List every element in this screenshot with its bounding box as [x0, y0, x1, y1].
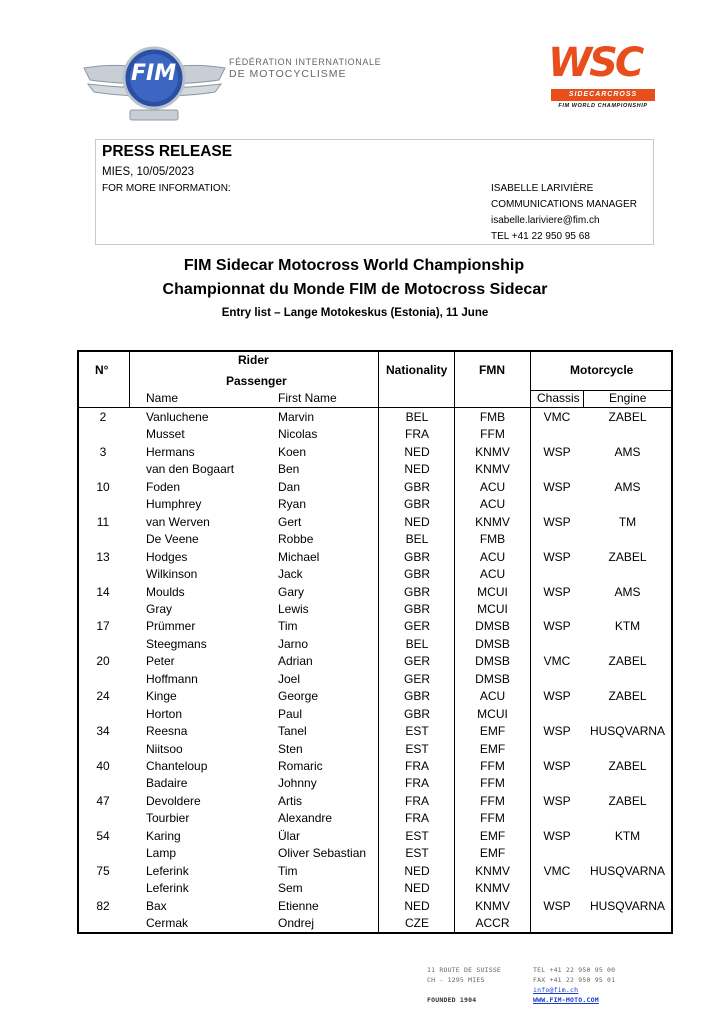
cell-engine: ZABEL	[608, 410, 647, 424]
cell-chassis: WSP	[543, 759, 571, 773]
wsc-logo-letters: WSC	[548, 40, 642, 86]
cell-fmn: KNMV	[475, 881, 510, 896]
cell-nationality: GBR	[403, 584, 430, 599]
cell-last-name: Moulds	[146, 584, 185, 599]
cell-fmn: ACU	[479, 497, 506, 512]
cell-chassis: WSP	[543, 549, 571, 564]
cell-first-name: Artis	[278, 793, 302, 808]
cell-fmn: FFM	[480, 759, 505, 773]
cell-chassis: WSP	[543, 479, 571, 494]
cell-engine: ZABEL	[608, 549, 647, 564]
cell-fmn: DMSB	[475, 636, 510, 651]
press-release-date: MIES, 10/05/2023	[102, 166, 195, 178]
fim-logo-text: FIM	[131, 61, 177, 86]
cell-chassis: WSP	[543, 689, 571, 704]
cell-entry-number: 75	[96, 863, 110, 878]
contact-tel: TEL +41 22 950 95 68	[491, 231, 590, 242]
cell-first-name: Adrian	[278, 654, 313, 669]
cell-last-name: Chanteloup	[146, 759, 208, 773]
wsc-logo-subtitle: FIM WORLD CHAMPIONSHIP	[558, 103, 648, 109]
cell-nationality: NED	[404, 898, 430, 913]
footer-email-link[interactable]: info@fim.ch	[533, 986, 579, 994]
cell-fmn: KNMV	[475, 444, 510, 459]
cell-nationality: GER	[403, 654, 430, 669]
cell-nationality: EST	[405, 828, 429, 843]
cell-entry-number: 82	[96, 898, 110, 913]
footer-fax: FAX +41 22 950 95 01	[533, 976, 616, 984]
federation-name	[229, 56, 381, 80]
cell-nationality: NED	[404, 444, 430, 459]
cell-nationality: EST	[405, 741, 429, 756]
cell-chassis: WSP	[543, 444, 571, 459]
cell-chassis: WSP	[543, 724, 571, 739]
header-motorcycle: Motorcycle	[570, 363, 634, 377]
cell-nationality: BEL	[405, 532, 429, 547]
cell-first-name: Ben	[278, 462, 300, 477]
header-name: Name	[146, 391, 179, 405]
cell-last-name: Humphrey	[146, 497, 202, 512]
cell-fmn: FMB	[479, 410, 506, 424]
cell-nationality: BEL	[405, 636, 429, 651]
cell-first-name: Etienne	[278, 898, 319, 913]
cell-entry-number: 47	[96, 793, 110, 808]
cell-first-name: Sten	[278, 741, 303, 756]
cell-last-name: Hodges	[146, 549, 188, 564]
cell-entry-number: 2	[99, 410, 107, 424]
cell-first-name: Ondrej	[278, 916, 315, 931]
cell-chassis: WSP	[543, 793, 571, 808]
cell-fmn: FFM	[480, 793, 505, 808]
cell-entry-number: 34	[96, 724, 110, 739]
cell-fmn: FMB	[479, 532, 506, 547]
header-nationality: Nationality	[386, 363, 448, 377]
cell-last-name: Bax	[146, 898, 167, 913]
table-divider	[129, 350, 130, 407]
cell-entry-number: 24	[96, 689, 110, 704]
cell-first-name: Ryan	[278, 497, 307, 512]
cell-last-name: van den Bogaart	[146, 462, 235, 477]
press-release-title: PRESS RELEASE	[102, 143, 233, 160]
cell-fmn: FFM	[480, 776, 505, 791]
cell-entry-number: 11	[96, 514, 110, 529]
cell-last-name: Steegmans	[146, 636, 207, 651]
cell-nationality: GBR	[403, 601, 430, 616]
cell-first-name: George	[278, 689, 319, 704]
federation-line1: FÉDÉRATION INTERNATIONALE	[229, 57, 382, 67]
title-english: FIM Sidecar Motocross World Championship	[183, 257, 525, 274]
cell-first-name: Jarno	[278, 636, 309, 651]
cell-chassis: WSP	[543, 584, 571, 599]
cell-entry-number: 10	[96, 479, 110, 494]
cell-fmn: KNMV	[475, 863, 510, 878]
cell-last-name: Peter	[146, 654, 175, 669]
cell-first-name: Jack	[278, 567, 303, 582]
cell-engine: ZABEL	[608, 793, 647, 808]
cell-last-name: Cermak	[146, 916, 189, 931]
table-divider	[583, 390, 584, 407]
cell-first-name: Joel	[278, 671, 301, 686]
footer-address	[427, 965, 501, 1005]
cell-fmn: EMF	[479, 828, 506, 843]
cell-fmn: FFM	[480, 427, 505, 442]
cell-nationality: GBR	[403, 689, 430, 704]
cell-engine: HUSQVARNA	[589, 724, 666, 739]
header-chassis: Chassis	[537, 391, 580, 405]
cell-last-name: De Veene	[146, 532, 199, 547]
cell-last-name: Kinge	[146, 689, 177, 704]
cell-nationality: GBR	[403, 479, 430, 494]
cell-nationality: CZE	[405, 916, 429, 931]
cell-entry-number: 13	[96, 549, 110, 564]
cell-nationality: NED	[404, 863, 430, 878]
cell-last-name: Reesna	[146, 724, 188, 739]
cell-nationality: GER	[403, 619, 430, 634]
cell-engine: KTM	[614, 828, 641, 843]
cell-last-name: Gray	[146, 601, 173, 616]
cell-last-name: Tourbier	[146, 811, 190, 826]
cell-last-name: Horton	[146, 706, 183, 721]
cell-last-name: Karing	[146, 828, 181, 843]
cell-nationality: NED	[404, 881, 430, 896]
cell-nationality: NED	[404, 462, 430, 477]
cell-nationality: EST	[405, 724, 429, 739]
cell-entry-number: 20	[96, 654, 110, 669]
cell-engine: AMS	[614, 444, 641, 459]
cell-engine: ZABEL	[608, 759, 647, 773]
header-rider: Rider	[238, 353, 269, 367]
cell-entry-number: 40	[96, 759, 110, 773]
cell-last-name: Hermans	[146, 444, 195, 459]
cell-nationality: GBR	[403, 706, 430, 721]
cell-entry-number: 3	[99, 444, 107, 459]
header-passenger: Passenger	[226, 374, 287, 388]
cell-engine: ZABEL	[608, 689, 647, 704]
footer-address-line1: 11 ROUTE DE SUISSE	[427, 966, 502, 974]
title-french: Championnat du Monde FIM de Motocross Sidecar	[162, 281, 548, 298]
federation-line2: DE MOTOCYCLISME	[229, 68, 347, 80]
cell-fmn: DMSB	[475, 619, 510, 634]
cell-first-name: Johnny	[278, 776, 317, 791]
contact-email[interactable]: isabelle.lariviere@fim.ch	[491, 215, 600, 226]
cell-nationality: BEL	[405, 410, 429, 424]
cell-fmn: DMSB	[475, 671, 510, 686]
cell-engine: TM	[618, 514, 637, 529]
header-fmn: FMN	[479, 363, 505, 377]
cell-first-name: Tim	[278, 619, 298, 634]
cell-chassis: VMC	[543, 863, 571, 878]
more-information-label: FOR MORE INFORMATION:	[102, 183, 231, 194]
cell-nationality: GBR	[403, 567, 430, 582]
cell-fmn: FFM	[480, 811, 505, 826]
cell-first-name: Paul	[278, 706, 303, 721]
cell-last-name: Leferink	[146, 863, 189, 878]
cell-chassis: WSP	[543, 828, 571, 843]
cell-first-name: Ülar	[278, 828, 301, 843]
cell-fmn: ACCR	[475, 916, 510, 931]
cell-first-name: Tim	[278, 863, 298, 878]
cell-first-name: Robbe	[278, 532, 314, 547]
cell-fmn: KNMV	[475, 462, 510, 477]
cell-nationality: FRA	[405, 811, 429, 826]
cell-fmn: KNMV	[475, 514, 510, 529]
table-header-divider	[77, 407, 673, 408]
cell-last-name: Badaire	[146, 776, 188, 791]
cell-last-name: Musset	[146, 427, 185, 442]
cell-nationality: FRA	[405, 776, 429, 791]
cell-last-name: van Werven	[146, 514, 210, 529]
cell-fmn: EMF	[479, 741, 506, 756]
cell-engine: AMS	[614, 479, 641, 494]
cell-nationality: GBR	[403, 497, 430, 512]
cell-entry-number: 14	[96, 584, 110, 599]
wsc-logo-band: SIDECARCROSS	[551, 89, 655, 101]
cell-nationality: NED	[404, 514, 430, 529]
cell-first-name: Marvin	[278, 410, 315, 424]
cell-first-name: Gert	[278, 514, 302, 529]
cell-first-name: Koen	[278, 444, 307, 459]
header-number: N°	[95, 363, 109, 377]
cell-last-name: Wilkinson	[146, 567, 198, 582]
footer-address-line2: CH - 1295 MIES	[427, 976, 485, 984]
cell-first-name: Tanel	[278, 724, 307, 739]
cell-chassis: VMC	[543, 410, 571, 424]
cell-fmn: ACU	[479, 549, 506, 564]
cell-fmn: MCUI	[477, 706, 508, 721]
cell-engine: AMS	[614, 584, 641, 599]
cell-engine: KTM	[614, 619, 641, 634]
cell-nationality: FRA	[405, 427, 429, 442]
cell-first-name: Alexandre	[278, 811, 333, 826]
cell-first-name: Michael	[278, 549, 320, 564]
cell-last-name: Niitsoo	[146, 741, 183, 756]
cell-entry-number: 54	[96, 828, 110, 843]
cell-fmn: ACU	[479, 479, 506, 494]
cell-engine: ZABEL	[608, 654, 647, 669]
cell-chassis: WSP	[543, 514, 571, 529]
cell-engine: HUSQVARNA	[589, 863, 666, 878]
table-divider	[530, 350, 531, 934]
footer-tel: TEL +41 22 950 95 00	[533, 966, 616, 974]
cell-fmn: KNMV	[475, 898, 510, 913]
cell-nationality: GER	[403, 671, 430, 686]
cell-nationality: FRA	[405, 759, 429, 773]
cell-fmn: MCUI	[477, 601, 508, 616]
cell-fmn: ACU	[479, 689, 506, 704]
cell-last-name: Prümmer	[146, 619, 196, 634]
cell-first-name: Lewis	[278, 601, 309, 616]
header-first-name: First Name	[278, 391, 337, 405]
cell-last-name: Devoldere	[146, 793, 201, 808]
cell-nationality: FRA	[405, 793, 429, 808]
entry-list-title: Entry list – Lange Motokeskus (Estonia), 11 June	[221, 307, 489, 319]
cell-nationality: EST	[405, 846, 429, 861]
contact-role: COMMUNICATIONS MANAGER	[491, 199, 637, 210]
cell-last-name: Leferink	[146, 881, 189, 896]
cell-entry-number: 17	[96, 619, 110, 634]
footer-web-link[interactable]: WWW.FIM-MOTO.COM	[533, 996, 599, 1004]
header-engine: Engine	[609, 391, 647, 405]
cell-last-name: Foden	[146, 479, 181, 494]
cell-fmn: DMSB	[475, 654, 510, 669]
cell-chassis: WSP	[543, 619, 571, 634]
cell-fmn: EMF	[479, 846, 506, 861]
cell-first-name: Sem	[278, 881, 303, 896]
cell-nationality: GBR	[403, 549, 430, 564]
cell-first-name: Oliver Sebastian	[278, 846, 367, 861]
cell-first-name: Nicolas	[278, 427, 318, 442]
cell-fmn: EMF	[479, 724, 506, 739]
footer-founded: FOUNDED 1904	[427, 996, 477, 1004]
cell-first-name: Romaric	[278, 759, 323, 773]
cell-chassis: VMC	[543, 654, 571, 669]
footer-contact	[533, 965, 615, 1005]
cell-first-name: Gary	[278, 584, 305, 599]
cell-engine: HUSQVARNA	[589, 898, 666, 913]
cell-last-name: Vanluchene	[146, 410, 209, 424]
contact-name: ISABELLE LARIVIÈRE	[491, 183, 594, 194]
cell-fmn: MCUI	[477, 584, 508, 599]
cell-last-name: Lamp	[146, 846, 177, 861]
cell-chassis: WSP	[543, 898, 571, 913]
cell-first-name: Dan	[278, 479, 301, 494]
cell-last-name: Hoffmann	[146, 671, 198, 686]
cell-fmn: ACU	[479, 567, 506, 582]
